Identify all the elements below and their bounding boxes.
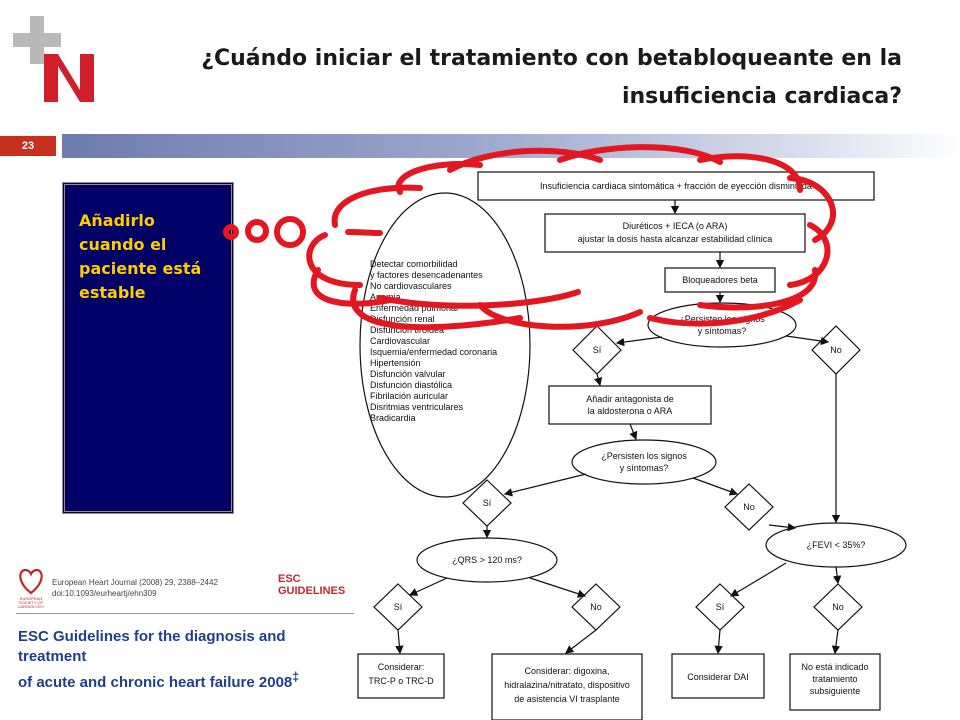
title-line-2: insuficiencia cardiaca? (621, 84, 902, 109)
journal-reference (0, 555, 360, 720)
flow-text-aldo-1: Añadir antagonista de (586, 394, 674, 404)
esc-heart-logo-icon (16, 565, 46, 609)
comorbidity-line: Disfunción tiroidea (370, 325, 445, 335)
comorbidity-line: Disfunción valvular (370, 369, 446, 379)
flow-text-persist2-1: ¿Persisten los signos (601, 451, 687, 461)
society-line: SOCIETY OF (18, 600, 44, 605)
journal-meta (52, 577, 218, 599)
journal-title-mark: ‡ (292, 670, 300, 684)
flow-text-crt-2: TRC-P o TRC-D (368, 676, 434, 686)
comorbidity-line: y factores desencadenantes (370, 270, 483, 280)
comorbidity-line: Disfunción diastólica (370, 380, 453, 390)
flow-text-aldo-2: la aldosterona o ARA (587, 406, 673, 416)
flow-text-diuretics-1: Diuréticos + IECA (o ARA) (622, 221, 728, 231)
flow-text-digox-1: Considerar: digoxina, (524, 666, 610, 676)
flow-text-noind-3: subsiguiente (809, 686, 861, 696)
flow-text-yes-2: Sí (482, 498, 492, 508)
comorbidity-line: Isquemia/enfermedad coronaria (370, 347, 498, 357)
title-line-1: ¿Cuándo iniciar el tratamiento con betabloqueante en la (201, 46, 902, 71)
flow-text-digox-2: hidralazina/nitratato, dispositivo (504, 680, 630, 690)
comorbidity-line: No cardiovasculares (370, 281, 452, 291)
comorbidity-line: Disfunción renal (370, 314, 435, 324)
note-line: paciente está (79, 259, 202, 278)
society-line: EUROPEAN (19, 596, 43, 601)
flow-text-yes-qrs: Sí (393, 602, 403, 612)
flow-text-top: Insuficiencia cardiaca sintomática + fracción de eyección disminuida (540, 181, 812, 191)
note-line: estable (79, 283, 146, 302)
comorbidity-line: Bradicardia (370, 413, 416, 423)
flow-text-dai: Considerar DAI (687, 672, 749, 682)
flow-text-noind-2: tratamiento (812, 674, 858, 684)
journal-doi: doi:10.1093/eurheartj/ehn309 (52, 589, 157, 598)
guidelines-label: ESC GUIDELINES (278, 573, 346, 597)
flow-text-persist1-2: y síntomas? (697, 326, 747, 336)
comorbidity-line: Disritmias ventriculares (370, 402, 464, 412)
flow-box-aldosterone (549, 386, 711, 424)
comorbidity-line: Fibrilación auricular (370, 391, 449, 401)
journal-citation: European Heart Journal (2008) 29, 2388–2442 (52, 578, 218, 587)
note-line: Añadirlo (79, 211, 155, 230)
flow-text-digox-3: de asistencia VI trasplante (514, 694, 620, 704)
society-line: CARDIOLOGY (17, 604, 45, 609)
comorbidity-line: Enfermedad pulmonar (370, 303, 460, 313)
flow-text-no-1: No (830, 345, 842, 355)
flow-text-crt-1: Considerar: (377, 662, 425, 672)
flow-text-no-2: No (743, 502, 755, 512)
note-line: cuando el (79, 235, 167, 254)
flow-text-persist1-1: ¿Persisten los signos (679, 314, 765, 324)
flow-text-no-qrs: No (590, 602, 602, 612)
flow-text-no-fevi: No (832, 602, 844, 612)
flow-text-qrs: ¿QRS > 120 ms? (452, 555, 522, 565)
flow-box-diuretics (545, 214, 805, 252)
journal-divider (16, 613, 354, 614)
comorbidity-line: Detectar comorbilidad (370, 259, 458, 269)
journal-title-line-2: of acute and chronic heart failure 2008 (18, 674, 293, 691)
flow-decision-persist-2 (572, 440, 716, 484)
flow-text-fevi: ¿FEVI < 35%? (806, 540, 866, 550)
flow-text-beta: Bloqueadores beta (682, 275, 758, 285)
flow-text-yes-fevi: Sí (715, 602, 725, 612)
comorbidity-line: Anemia (370, 292, 401, 302)
comorbidity-line: Cardiovascular (370, 336, 431, 346)
journal-title-line-1: ESC Guidelines for the diagnosis and treatment (18, 628, 286, 665)
comorbidity-line: Hipertensión (370, 358, 421, 368)
flow-text-noind-1: No está indicado (801, 662, 869, 672)
journal-title (18, 627, 358, 693)
flow-text-yes-1: Sí (592, 345, 602, 355)
flow-text-persist2-2: y síntomas? (619, 463, 669, 473)
slide-number: 23 (0, 136, 56, 156)
flow-text-diuretics-2: ajustar la dosis hasta alcanzar estabilidad clínica (577, 234, 773, 244)
